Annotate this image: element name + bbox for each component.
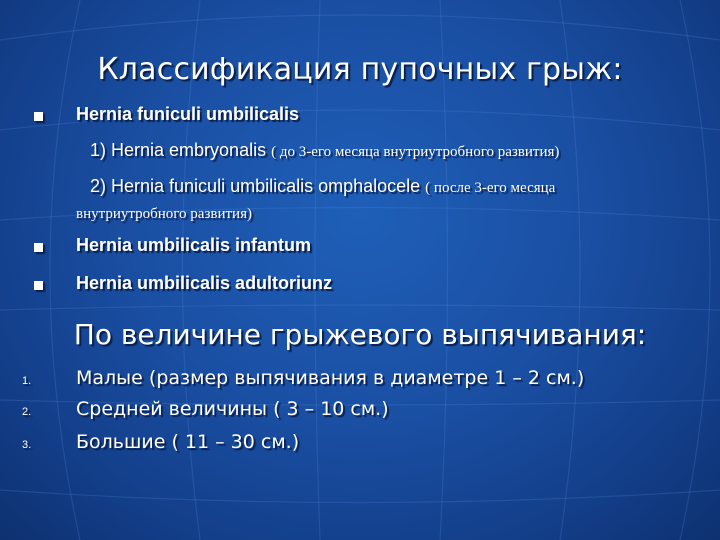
list2-num-1: 1.	[22, 375, 32, 387]
list1-item-2: Hernia umbilicalis infantum	[76, 235, 312, 255]
subitem-1-main: 1) Hernia embryonalis	[90, 140, 267, 160]
list2-item-2: Средней величины ( 3 – 10 см.)	[76, 398, 389, 420]
list1-item-1: Hernia funiculi umbilicalis	[76, 104, 300, 124]
subitem-2-note-cont: внутриутробного развития)	[76, 206, 252, 222]
bullet-square	[34, 281, 43, 290]
slide-title: Классификация пупочных грыж:	[97, 52, 623, 87]
list2-item-1: Малые (размер выпячивания в диаметре 1 – 2 см.)	[76, 367, 585, 389]
bullet-square	[34, 112, 43, 121]
list2-num-2: 2.	[22, 406, 32, 418]
subitem-2	[90, 176, 555, 197]
subitem-2-main: 2) Hernia funiculi umbilicalis omphalocele	[90, 176, 421, 196]
subitem-2-note: ( после 3-его месяца	[425, 180, 556, 196]
bullet-square	[34, 243, 43, 252]
subitem-1-note: ( до 3-его месяца внутриутробного развития)	[271, 144, 560, 160]
section-title-size: По величине грыжевого выпячивания:	[73, 318, 647, 351]
list2-item-3: Большие ( 11 – 30 см.)	[76, 431, 300, 453]
list1-item-3: Hernia umbilicalis adultoriunz	[76, 273, 333, 293]
subitem-1	[90, 140, 559, 161]
list2-num-3: 3.	[22, 439, 32, 451]
